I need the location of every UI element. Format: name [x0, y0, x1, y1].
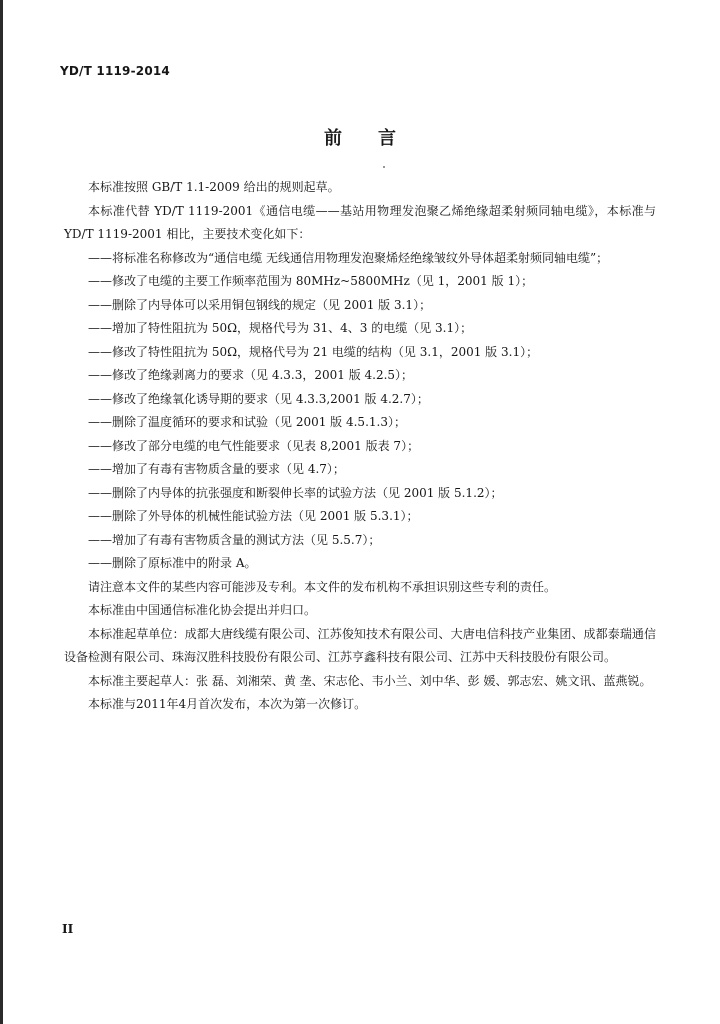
list-item: ——增加了有毒有害物质含量的测试方法（见 5.5.7）； — [88, 532, 381, 547]
paragraph: 本标准由中国通信标准化协会提出并归口。 — [88, 603, 317, 617]
paragraph: 本标准按照 GB/T 1.1-2009 给出的规则起草。 — [88, 180, 340, 194]
paragraph: 本标准起草单位：成都大唐线缆有限公司、江苏俊知技术有限公司、大唐电信科技产业集团、成都泰瑞通信设备检测有限公司、珠海汉胜科技股份有限公司、江苏亨鑫科技有限公司、江苏中天科技股份有限公司。 — [64, 626, 656, 664]
document-id: YD/T 1119-2014 — [60, 64, 170, 78]
list-item: ——修改了绝缘氧化诱导期的要求（见 4.3.3,2001 版 4.2.7）； — [88, 391, 429, 406]
list-item: ——删除了原标准中的附录 A。 — [88, 556, 257, 570]
list-item: ——修改了绝缘剥离力的要求（见 4.3.3，2001 版 4.2.5）； — [88, 368, 414, 382]
paragraph: 请注意本文件的某些内容可能涉及专利。本文件的发布机构不承担识别这些专利的责任。 — [88, 579, 557, 594]
page-edge-line — [0, 0, 3, 1024]
list-item: ——删除了温度循环的要求和试验（见 2001 版 4.5.1.3）； — [88, 415, 406, 429]
page-title: 前言 — [324, 128, 432, 149]
paragraph: 本标准与2011年4月首次发布，本次为第一次修订。 — [88, 697, 367, 711]
list-item: ——增加了有毒有害物质含量的要求（见 4.7）； — [88, 462, 345, 476]
list-item: ——修改了电缆的主要工作频率范围为 80MHz~5800MHz（见 1，2001 版 1）； — [88, 274, 534, 288]
paragraph: 本标准主要起草人：张 磊、刘湘荣、黄 垄、宋志伦、韦小兰、刘中华、彭 媛、郭志宏、姚文讯、蓝燕锐。 — [88, 673, 652, 688]
foreword-body — [64, 176, 656, 717]
list-item: ——修改了部分电缆的电气性能要求（见表 8,2001 版表 7）； — [88, 438, 420, 453]
list-item: ——删除了内导体可以采用铜包钢线的规定（见 2001 版 3.1）； — [88, 297, 432, 312]
list-item: ——删除了外导体的机械性能试验方法（见 2001 版 5.3.1）； — [88, 509, 419, 523]
list-item: ——修改了特性阻抗为 50Ω，规格代号为 21 电缆的结构（见 3.1，2001 版 3.1）； — [88, 344, 539, 359]
page-number: II — [62, 922, 74, 936]
scan-speck — [383, 166, 385, 168]
list-item: ——删除了内导体的抗张强度和断裂伸长率的试验方法（见 2001 版 5.1.2）； — [88, 485, 503, 500]
paragraph: 本标准代替 YD/T 1119-2001《通信电缆——基站用物理发泡聚乙烯绝缘超柔射频同轴电缆》，本标准与 YD/T 1119-2001 相比，主要技术变化如下： — [64, 203, 656, 241]
list-item: ——增加了特性阻抗为 50Ω，规格代号为 31、4、3 的电缆（见 3.1）； — [88, 321, 473, 335]
list-item: ——将标准名称修改为“通信电缆 无线通信用物理发泡聚烯烃绝缘皱纹外导体超柔射频同轴电缆”； — [88, 250, 609, 265]
